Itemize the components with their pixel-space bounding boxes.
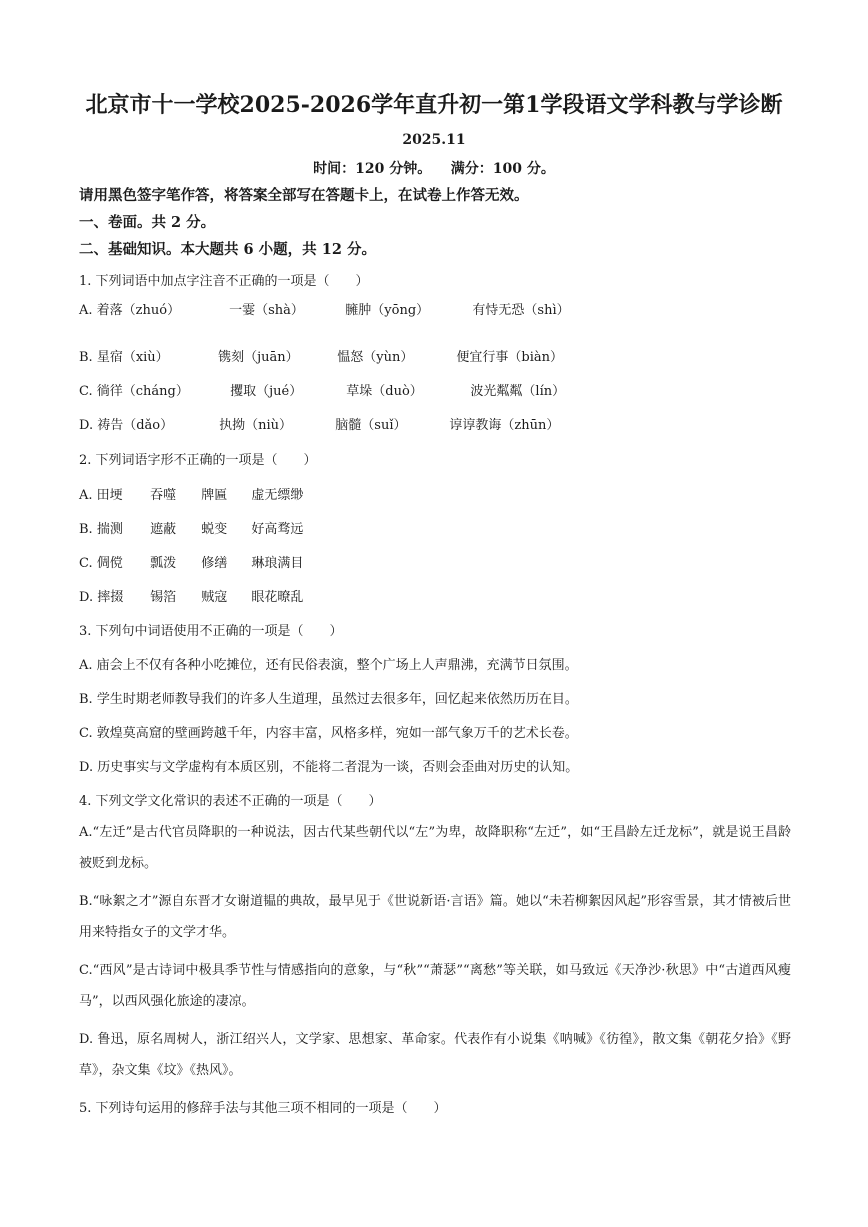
option-item: 一霎（shà）	[229, 303, 304, 318]
option-item: 谆谆教诲（zhūn）	[449, 418, 560, 433]
question-1-stem: 1. 下列词语中加点字注音不正确的一项是（ ）	[79, 274, 369, 289]
option-item: 蜕变	[201, 522, 228, 537]
question-1-option-b	[79, 346, 563, 365]
option-item: A. 着落（zhuó）	[79, 303, 181, 318]
exam-date: 2025.11	[402, 132, 466, 148]
option-item: 好高骛远	[251, 522, 304, 537]
option-item: 锡箔	[150, 590, 177, 605]
option-item: 眼花暸乱	[251, 590, 304, 605]
option-item: 琳琅满目	[251, 556, 304, 571]
question-3-option-b: B. 学生时期老师教导我们的许多人生道理，虽然过去很多年，回忆起来依然历历在目。	[79, 692, 578, 707]
option-item: 吞噬	[150, 488, 177, 503]
question-4-option-d: D. 鲁迅，原名周树人，浙江绍兴人，文学家、思想家、革命家。代表作有小说集《呐喊》《彷徨》，散文集《朝花夕拾》《野草》，杂文集《坟》《热风》。	[79, 1032, 791, 1078]
option-item: 草垛（duò）	[346, 384, 423, 399]
option-item: 执拗（niù）	[219, 418, 293, 433]
time-label: 时间：120 分钟。	[313, 161, 432, 177]
score-label: 满分：100 分。	[450, 161, 555, 177]
section-1-heading: 一、卷面。共 2 分。	[79, 214, 216, 231]
option-item: D. 祷告（dǎo）	[79, 418, 174, 433]
option-item: 瓢泼	[150, 556, 177, 571]
question-4-option-a: A.“左迁”是古代官员降职的一种说法，因古代某些朝代以“左”为卑，故降职称“左迁”，如“王昌龄左迁龙标”，就是说王昌龄被贬到龙标。	[79, 825, 791, 871]
question-3-option-d: D. 历史事实与文学虚构有本质区别，不能将二者混为一谈，否则会歪曲对历史的认知。	[79, 760, 579, 775]
option-item: 脑髓（suǐ）	[335, 418, 407, 433]
question-4-option-c: C.“西风”是古诗词中极具季节性与情感指向的意象，与“秋”“萧瑟”“离愁”等关联，如马致远《天净沙·秋思》中“古道西风瘦马”，以西风强化旅途的凄凉。	[79, 963, 791, 1009]
option-item: 臃肿（yōng）	[345, 303, 430, 318]
question-5-stem: 5. 下列诗句运用的修辞手法与其他三项不相同的一项是（ ）	[79, 1101, 447, 1116]
question-3-stem: 3. 下列句中词语使用不正确的一项是（ ）	[79, 624, 343, 639]
option-item: 遮蔽	[150, 522, 177, 537]
question-2-option-c	[79, 552, 303, 571]
question-4-option-b: B.“咏絮之才”源自东晋才女谢道韫的典故，最早见于《世说新语·言语》篇。她以“未若柳絮因风起”形容雪景，其才情被后世用来特指女子的文学才华。	[79, 894, 791, 940]
section-2-heading: 二、基础知识。本大题共 6 小题，共 12 分。	[79, 241, 376, 258]
option-item: C. 徜徉（cháng）	[79, 384, 189, 399]
option-item: B. 揣测	[79, 522, 123, 537]
option-item: 攫取（jué）	[230, 384, 303, 399]
question-3-option-a: A. 庙会上不仅有各种小吃摊位，还有民俗表演，整个广场上人声鼎沸，充满节日氛围。	[79, 658, 578, 673]
option-item: 镌刻（juān）	[218, 350, 299, 365]
option-item: 虚无缥缈	[251, 488, 304, 503]
option-item: 贼寇	[201, 590, 228, 605]
option-item: 有恃无恐（shì）	[472, 303, 570, 318]
question-2-option-d	[79, 586, 303, 605]
option-item: 便宜行事（biàn）	[456, 350, 564, 365]
option-item: 牌匾	[201, 488, 228, 503]
question-4-stem: 4. 下列文学文化常识的表述不正确的一项是（ ）	[79, 794, 382, 809]
instruction: 请用黑色签字笔作答，将答案全部写在答题卡上，在试卷上作答无效。	[79, 187, 529, 204]
option-item: 波光粼粼（lín）	[470, 384, 566, 399]
question-1-option-c	[79, 380, 565, 399]
option-item: C. 倜傥	[79, 556, 123, 571]
question-1-option-d	[79, 414, 559, 433]
exam-title: 北京市十一学校2025-2026学年直升初一第1学段语文学科教与学诊断	[85, 92, 783, 118]
question-2-option-b	[79, 518, 303, 537]
question-2-option-a	[79, 484, 303, 503]
exam-meta	[0, 158, 868, 178]
option-item: B. 星宿（xiù）	[79, 350, 169, 365]
option-item: 修缮	[201, 556, 228, 571]
option-item: A. 田埂	[79, 488, 123, 503]
question-2-stem: 2. 下列词语字形不正确的一项是（ ）	[79, 453, 317, 468]
question-3-option-c: C. 敦煌莫高窟的壁画跨越千年，内容丰富，风格多样，宛如一部气象万千的艺术长卷。	[79, 726, 578, 741]
option-item: D. 摔掇	[79, 590, 124, 605]
question-1-option-a	[79, 299, 570, 318]
option-item: 愠怒（yùn）	[337, 350, 414, 365]
